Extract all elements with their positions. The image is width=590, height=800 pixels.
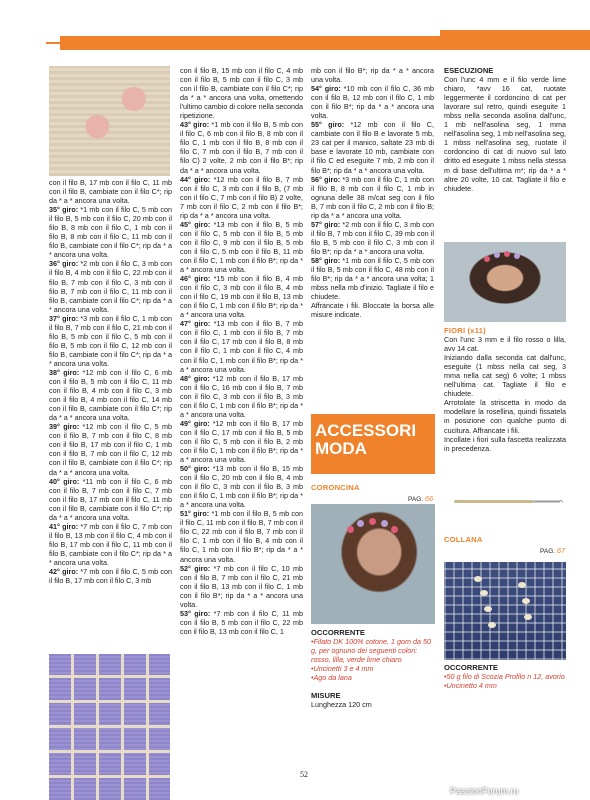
page-number: 52 — [300, 770, 308, 779]
shell-icon — [518, 582, 526, 588]
shell-icon — [474, 576, 482, 582]
flower-icon — [504, 251, 510, 257]
fiori-title: FIORI (x11) — [444, 326, 486, 335]
collana-title: COLLANA — [444, 535, 483, 544]
pattern-paragraph: con il filo B, 15 mb con il filo C, 4 mb con il filo B, 5 mb con il filo C, 3 mb con il filo B, cambiate con il filo C*; rip da * a * ancora una volta, omettendo l'ultimo cambio di colore nella seconda ripetizione. — [180, 66, 303, 121]
esecuzione-title: ESECUZIONE — [444, 66, 494, 75]
pattern-paragraph: 48° giro: *12 mb con il filo B, 17 mb con il filo C, 16 mb con il filo B, 7 mb con il filo C, 3 mb con il filo B, 3 mb con il filo C, 1 mb con il filo B*; rip da * a * ancora una volta. — [180, 373, 303, 419]
page-ref-label: PAG. — [408, 496, 424, 503]
fiori-text-4: Incollate i fiori sulla fascetta realizzata in precedenza. — [444, 434, 566, 453]
pattern-paragraph: 38° giro: *12 mb con il filo C, 6 mb con il filo B, 5 mb con il filo C, 11 mb con il filo B, 4 mb con il filo C, 3 mb con il filo B, 4 mb con il filo C, 14 mb con il filo B, cambiate con il filo C*; rip da * a * ancora una volta. — [49, 367, 172, 423]
banner-line-1: ACCESSORI — [315, 421, 417, 440]
pattern-paragraph: 45° giro: *13 mb con il filo B, 5 mb con il filo C, 5 mb con il filo B, 5 mb con il filo C, 9 mb con il filo B, 5 mb con il filo C, 5 mb con il filo B, 11 mb con il filo C, 1 mb con il filo B*; rip da * a * ancora una volta. — [180, 219, 303, 275]
banner-line-2: MODA — [315, 439, 367, 458]
fiori-section — [444, 326, 566, 453]
flower-icon — [514, 253, 520, 259]
header-notch — [440, 30, 590, 36]
shell-icon — [522, 598, 530, 604]
pattern-paragraph: 49° giro: *12 mb con il filo B, 17 mb con il filo C, 17 mb con il filo B, 5 mb con il filo C, 5 mb con il filo B, 2 mb con il filo C, 1 mb con il filo B*; rip da * a * ancora una volta. — [180, 418, 303, 465]
pattern-paragraph: 39° giro: *12 mb con il filo C, 5 mb con il filo B, 7 mb con il filo C, 8 mb con il filo B, 17 mb con il filo C, 1 mb con il filo B, 7 mb con il filo C, 12 mb con il filo B, cambiate con il filo C*; rip da * a * ancora una volta. — [49, 422, 172, 477]
pattern-paragraph: 58° giro: *1 mb con il filo C, 5 mb con il filo B, 5 mb con il filo C, 48 mb con il filo B*; rip da * a * ancora una volta; 1 mbss nella mb d'inizio. Tagliate il filo e chiudete. — [311, 255, 434, 302]
pattern-paragraph: 43° giro: *1 mb con il filo B, 5 mb con il filo C, 6 mb con il filo B, 8 mb con il filo C, 1 mb con il filo B, 8 mb con il filo C, 7 mb con il filo B, 7 mb con il filo C) 2 volte, 2 mb con il filo B*; rip da * a * ancora una volta. — [180, 120, 303, 175]
pattern-paragraph: 50° giro: *13 mb con il filo B, 15 mb con il filo C, 20 mb con il filo B, 4 mb con il filo C, 3 mb con il filo B, 3 mb con il filo C, 1 mb con il filo B*; rip da * a * ancora una volta. — [180, 464, 303, 510]
fiori-text-1: Con l'unc 3 mm e il filo rosso o lilla, avv 14 cat. — [444, 335, 566, 354]
pattern-paragraph: 54° giro: *10 mb con il filo C, 36 mb con il filo B, 12 mb con il filo C, 1 mb con il filo B*; rip da * a * ancora una volta. — [311, 84, 435, 121]
collana-photo — [444, 562, 566, 660]
bag-detail-photo — [49, 66, 170, 176]
pattern-paragraph: 35° giro: *1 mb con il filo C, 5 mb con il filo B, 5 mb con il filo C, 20 mb con il filo B, 8 mb con il filo C, 1 mb con il filo B, 8 mb con il filo C, 11 mb con il filo B, cambiate con il filo C*; rip da * a * ancora una volta. — [49, 205, 172, 260]
pattern-paragraph: mb con il filo B*; rip da * a * ancora una volta. — [311, 66, 434, 85]
occorrente-collana — [444, 663, 566, 690]
coroncina-page-ref — [408, 494, 433, 503]
misure-title: MISURE — [311, 691, 341, 700]
shell-icon — [480, 590, 488, 596]
materials-item: •Uncinetti 3 e 4 mm — [311, 664, 374, 673]
shell-icon — [524, 614, 532, 620]
collana-page-ref — [540, 546, 565, 555]
crochet-hook-icon — [452, 498, 564, 505]
pattern-paragraph: 41° giro: *7 mb con il filo C, 7 mb con il filo B, 13 mb con il filo C, 4 mb con il filo B, 17 mb con il filo C, 11 mb con il filo B, cambiate con il filo C*; rip da * a * ancora una volta. — [49, 521, 172, 567]
materials-item: •50 g filo di Scozia Profilo n 12, avorio — [444, 672, 565, 681]
bag-photo — [49, 654, 170, 800]
pattern-column-2 — [180, 66, 303, 636]
pattern-paragraph: 44° giro: *12 mb con il filo B, 7 mb con il filo C, 3 mb con il filo B, (7 mb con il filo C, 7 mb con il filo B) 2 volte, 7 mb con il filo C, 2 mb con il filo B*; rip da * a * ancora una volta. — [180, 174, 303, 220]
pattern-paragraph: con il filo B, 17 mb con il filo C, 11 mb con il filo B, cambiate con il filo C*; rip da * a * ancora una volta. — [49, 178, 172, 206]
esecuzione-text: Con l'unc 4 mm e il filo verde lime chiaro, *avv 16 cat, ruotate leggermente il cordoncino di cat per lavorare sul retro, quindi eseguite 1 mbss nella seconda asolina dall'unc, 1 mb nell'asolina seg, 1 mma nell'asolina seg, 1 mb nell'asolina seg, 1 mbss nell'asolina seg, ruotate il cordoncino di cat di nuovo sul lato dritto ed eseguite 1 mbss nella stessa m di base dell'ultima m*; rip da * a * altre 20 volte, 10 cat. Tagliate il filo e chiudete. — [444, 75, 566, 193]
shell-icon — [484, 606, 492, 612]
fiori-text-3: Arrotolate la striscetta in modo da modellare la rosellina, quindi fissatela in posizione con qualche punto di cucitura. Affrancate i fili. — [444, 398, 566, 435]
fiori-text-2: Iniziando dalla seconda cat dall'unc, eseguite (1 mbss nella cat seg, 3 mma nella cat seg) 6 volte; 1 mbss nell'ultima cat. Tagliate il filo e chiudete. — [444, 353, 566, 399]
header-left-line — [46, 42, 60, 44]
flower-icon — [347, 526, 354, 533]
pattern-paragraph: 53° giro: *7 mb con il filo C, 11 mb con il filo B, 5 mb con il filo C, 22 mb con il filo B, 13 mb con il filo C, 1 — [180, 608, 303, 636]
pattern-column-3 — [311, 66, 434, 319]
occorrente-title: OCCORRENTE — [311, 628, 366, 637]
coroncina-photo — [311, 504, 435, 624]
pattern-paragraph: 51° giro: *1 mb con il filo B, 5 mb con il filo C, 11 mb con il filo B, 7 mb con il filo C, 22 mb con il filo B, 7 mb con il filo C, 1 mb con il filo B, 4 mb con il filo C, 1 mb con il filo B*; rip da * a * ancora una volta. — [180, 509, 303, 564]
page-ref-number: 66 — [424, 494, 434, 503]
coroncina-title: CORONCINA — [311, 483, 360, 492]
fiori-photo — [444, 242, 566, 322]
occorrente-coroncina — [311, 628, 435, 709]
pattern-paragraph: 56° giro: *3 mb con il filo C, 1 mb con il filo B, 8 mb con il filo C, 1 mb in ognuna delle 38 m/cat seg con il filo B, 7 mb con il filo C, 2 mb con il filo B; rip da * a * ancora una volta. — [311, 174, 434, 220]
materials-item: •Uncinetto 4 mm — [444, 681, 497, 690]
shell-icon — [488, 622, 496, 628]
section-banner — [311, 414, 435, 474]
misure-text: Lunghezza 120 cm — [311, 700, 372, 709]
pattern-paragraph: 40° giro: *11 mb con il filo C, 6 mb con il filo B, 7 mb con il filo C, 7 mb con il filo B, 17 mb con il filo C, 11 mb con il filo B, cambiate con il filo C*; rip da * a * ancora una volta. — [49, 476, 172, 522]
pattern-paragraph: 46° giro: *15 mb con il filo B, 4 mb con il filo C, 3 mb con il filo B, 4 mb con il filo C, 19 mb con il filo B, 13 mb con il filo C, 1 mb con il filo B*; rip da * a * ancora una volta. — [180, 274, 303, 320]
pattern-paragraph: 37° giro: *3 mb con il filo C, 1 mb con il filo B, 7 mb con il filo C, 21 mb con il filo B, 5 mb con il filo C, 5 mb con il filo B, 5 mb con il filo C, 12 mb con il filo B, cambiate con il filo C*; rip da * a * ancora una volta. — [49, 313, 172, 368]
flower-icon — [484, 256, 490, 262]
flower-icon — [357, 520, 364, 527]
materials-item: •Filato DK 100% cotone, 1 gom da 50 g, per ognuno dei seguenti colori: rosso, lilla, verde lime chiaro — [311, 637, 431, 664]
flower-icon — [369, 518, 376, 525]
watermark: PassionForum.ru — [450, 786, 519, 796]
header-bar — [0, 36, 590, 50]
instructions-column-4 — [444, 66, 566, 193]
flower-icon — [391, 526, 398, 533]
pattern-paragraph: 42° giro: *7 mb con il filo C, 5 mb con il filo B, 17 mb con il filo C, 3 mb — [49, 567, 172, 586]
pattern-paragraph: Affrancate i fili. Bloccate la borsa alle misure indicate. — [311, 301, 434, 320]
pattern-column-1 — [49, 178, 172, 585]
pattern-paragraph: 57° giro: *2 mb con il filo C, 3 mb con il filo B, 7 mb con il filo C, 39 mb con il filo B, 5 mb con il filo C, 3 mb con il filo B*; rip da * a * ancora una volta. — [311, 219, 434, 256]
pattern-paragraph: 52° giro: *7 mb con il filo C, 10 mb con il filo B, 7 mb con il filo C, 21 mb con il filo B, 13 mb con il filo C, 1 mb con il filo B*; rip da * a * ancora una volta. — [180, 563, 303, 609]
page-ref-number: 67 — [556, 546, 566, 555]
pattern-paragraph: 47° giro: *13 mb con il filo B, 7 mb con il filo C, 1 mb con il filo B, 7 mb con il filo C, 17 mb con il filo B, 8 mb con il filo C, 1 mb con il filo C, 4 mb con il filo C, 1 mb con il filo B*; rip da * a * ancora una volta. — [180, 319, 303, 374]
occorrente-title: OCCORRENTE — [444, 663, 499, 672]
pattern-paragraph: 36° giro: *2 mb con il filo C, 3 mb con il filo B, 4 mb con il filo C, 22 mb con il filo B, 7 mb con il filo C, 3 mb con il filo B, 7 mb con il filo C, 11 mb con il filo B, cambiate con il filo C*; rip da * a * ancora una volta. — [49, 259, 172, 314]
pattern-paragraph: 55° giro: *12 mb con il filo C, cambiate con il filo B e lavorate 5 mb, 23 cat per il manico, saltate 23 mb di base e lavorate 10 mb, cambiate con il filo C ed eseguite 7 mb, 2 mb con il filo B*; rip da * a * ancora una volta. — [311, 120, 434, 175]
flower-icon — [494, 252, 500, 258]
flower-icon — [381, 520, 388, 527]
page-ref-label: PAG. — [540, 548, 556, 555]
materials-item: •Ago da lana — [311, 673, 352, 682]
